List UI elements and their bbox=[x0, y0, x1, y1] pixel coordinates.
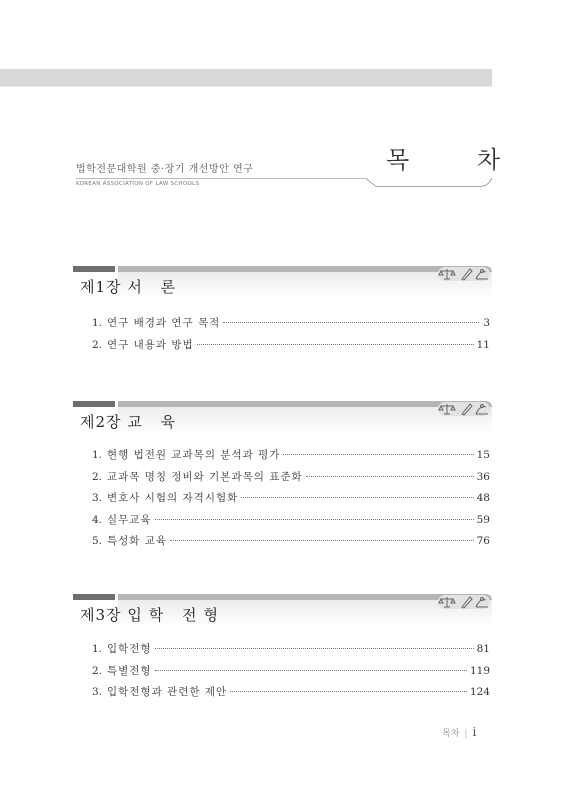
dot-leader bbox=[230, 691, 467, 692]
chapter-1-header bbox=[73, 266, 492, 300]
entry-label: 입학전형 bbox=[107, 643, 152, 655]
entry-label: 특성화 교육 bbox=[107, 535, 168, 547]
dot-leader bbox=[170, 540, 474, 541]
chapter-prefix: 제3장 bbox=[80, 606, 122, 624]
toc-entry[interactable] bbox=[92, 315, 490, 337]
toc-entry[interactable] bbox=[92, 469, 490, 491]
dot-leader bbox=[283, 454, 473, 455]
justice-scale-pen-icon bbox=[438, 402, 490, 416]
chapter-bar-dark bbox=[73, 594, 115, 600]
entry-number: 1. bbox=[92, 643, 103, 655]
page-title: 목 차 bbox=[386, 146, 530, 174]
toc-entry[interactable] bbox=[92, 490, 490, 512]
entry-number: 5. bbox=[92, 535, 103, 547]
book-subtitle: 법학전문대학원 중·장기 개선방안 연구 bbox=[76, 164, 254, 175]
entry-page: 48 bbox=[476, 492, 490, 504]
chapter-3-header bbox=[73, 594, 492, 628]
chapter-1-entries bbox=[92, 315, 490, 358]
chapter-title-text: 입학 전형 bbox=[127, 606, 226, 624]
chapter-prefix: 제2장 bbox=[80, 413, 122, 431]
chapter-bar-dark bbox=[73, 401, 115, 407]
entry-number: 1. bbox=[92, 317, 103, 329]
chapter-title-text: 교 육 bbox=[127, 413, 183, 431]
dot-leader bbox=[197, 344, 474, 345]
toc-entry[interactable] bbox=[92, 684, 490, 706]
chapter-bar-dark bbox=[73, 266, 115, 272]
title-underline bbox=[76, 178, 492, 190]
header-divider bbox=[0, 86, 492, 87]
chapter-2-title bbox=[80, 411, 182, 432]
dot-leader bbox=[306, 476, 474, 477]
entry-number: 2. bbox=[92, 338, 103, 351]
dot-leader bbox=[241, 497, 473, 498]
entry-page: 119 bbox=[469, 664, 490, 677]
entry-number: 3. bbox=[92, 686, 103, 698]
entry-label: 실무교육 bbox=[107, 513, 152, 526]
entry-page: 11 bbox=[476, 338, 490, 351]
entry-label: 변호사 시험의 자격시험화 bbox=[107, 492, 239, 504]
entry-page: 36 bbox=[476, 470, 490, 483]
entry-page: 59 bbox=[476, 513, 490, 526]
entry-label: 현행 법전원 교과목의 분석과 평가 bbox=[107, 449, 281, 461]
entry-label: 특별전형 bbox=[107, 664, 152, 677]
toc-entry[interactable] bbox=[92, 641, 490, 663]
organization-name: KOREAN ASSOCIATION OF LAW SCHOOLS bbox=[76, 181, 200, 187]
toc-entry[interactable] bbox=[92, 533, 490, 555]
entry-page: 76 bbox=[476, 535, 490, 547]
chapter-1-title bbox=[80, 276, 182, 297]
entry-label: 교과목 명칭 정비와 기본과목의 표준화 bbox=[107, 470, 303, 483]
entry-label: 입학전형과 관련한 제안 bbox=[107, 686, 228, 698]
toc-entry[interactable] bbox=[92, 663, 490, 685]
entry-number: 3. bbox=[92, 492, 103, 504]
entry-page: 81 bbox=[476, 643, 490, 655]
entry-number: 1. bbox=[92, 449, 103, 461]
justice-scale-pen-icon bbox=[438, 267, 490, 281]
entry-page: 15 bbox=[476, 449, 490, 461]
page-footer bbox=[442, 725, 476, 739]
chapter-3-entries bbox=[92, 641, 490, 706]
chapter-2-header bbox=[73, 401, 492, 435]
header-band bbox=[0, 69, 492, 86]
entry-number: 4. bbox=[92, 513, 103, 526]
dot-leader bbox=[155, 519, 474, 520]
page-number: i bbox=[472, 725, 477, 739]
footer-label: 목차 bbox=[442, 729, 460, 739]
footer-separator: | bbox=[464, 729, 468, 739]
entry-label: 연구 내용과 방법 bbox=[107, 338, 194, 351]
dot-leader bbox=[223, 322, 479, 323]
dot-leader bbox=[155, 670, 467, 671]
toc-entry[interactable] bbox=[92, 337, 490, 359]
toc-entry[interactable] bbox=[92, 512, 490, 534]
dot-leader bbox=[155, 648, 474, 649]
chapter-2-entries bbox=[92, 447, 490, 555]
justice-scale-pen-icon bbox=[438, 595, 490, 609]
entry-page: 3 bbox=[483, 317, 490, 329]
chapter-title-text: 서 론 bbox=[127, 278, 183, 296]
entry-page: 124 bbox=[469, 686, 490, 698]
entry-number: 2. bbox=[92, 664, 103, 677]
entry-label: 연구 배경과 연구 목적 bbox=[107, 317, 221, 329]
entry-number: 2. bbox=[92, 470, 103, 483]
chapter-3-title bbox=[80, 604, 225, 625]
toc-entry[interactable] bbox=[92, 447, 490, 469]
chapter-prefix: 제1장 bbox=[80, 278, 122, 296]
